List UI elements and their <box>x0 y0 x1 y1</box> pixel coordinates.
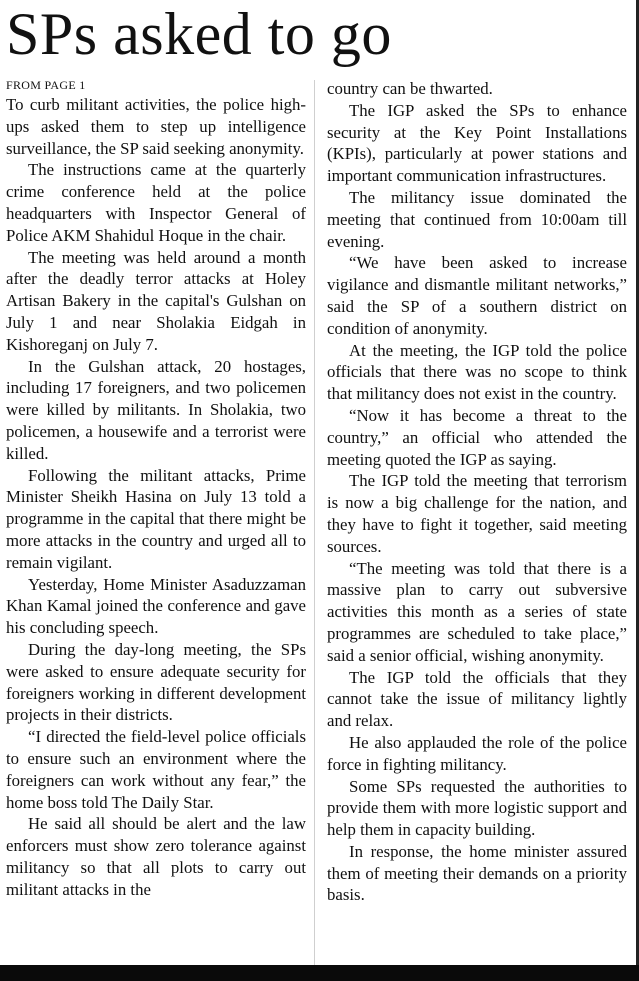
paragraph: “Now it has become a threat to the country,” an official who attended the meeting quoted the IGP as saying. <box>327 405 627 469</box>
paragraph: The IGP told the officials that they cannot take the issue of militancy lightly and relax. <box>327 667 627 731</box>
from-page-label: FROM PAGE 1 <box>6 78 86 92</box>
paragraph: To curb militant activities, the police high-ups asked them to step up intelligence surveillance, the SP said seeking anonymity. <box>6 95 306 158</box>
headline: SPs asked to go <box>6 1 392 67</box>
paragraph: “We have been asked to increase vigilance and dismantle militant networks,” said the SP of a southern district on condition of anonymity. <box>327 253 627 338</box>
paragraph: “The meeting was told that there is a massive plan to carry out subversive activities this month as a series of state programmes are scheduled to take place,” said a senior official, wishing anonymity. <box>327 558 627 665</box>
paragraph: He also applauded the role of the police force in fighting militancy. <box>327 732 627 774</box>
paragraph: Yesterday, Home Minister Asaduzzaman Khan Kamal joined the conference and gave his concluding speech. <box>6 574 306 638</box>
paragraph: The instructions came at the quarterly crime conference held at the police headquarters with Inspector General of Police AKM Shahidul Hoque in the chair. <box>6 160 306 245</box>
paragraph: In response, the home minister assured them of meeting their demands on a priority basis. <box>327 841 627 905</box>
paragraph: The IGP told the meeting that terrorism is now a big challenge for the nation, and they have to fight it together, said meeting sources. <box>327 471 627 556</box>
column-divider <box>314 80 315 965</box>
paragraph: In the Gulshan attack, 20 hostages, including 17 foreigners, and two policemen were killed by militants. In Sholakia, two policemen, a housewife and a terrorist were killed. <box>6 356 306 463</box>
paragraph: Following the militant attacks, Prime Minister Sheikh Hasina on July 13 told a programme in the capital that there might be more attacks in the country and urged all to remain vigilant. <box>6 465 306 572</box>
article-column-left <box>6 78 306 900</box>
paragraph: The IGP asked the SPs to enhance security at the Key Point Installations (KPIs), particularly at power stations and important communication infrastructures. <box>327 100 627 186</box>
paragraph: The meeting was held around a month after the deadly terror attacks at Holey Artisan Bakery in the capital's Gulshan on July 1 and near Sholakia Eidgah in Kishoreganj on July 7. <box>6 247 306 354</box>
paragraph: He said all should be alert and the law enforcers must show zero tolerance against militancy so that all plots to carry out militant attacks in the <box>6 814 306 899</box>
paragraph: During the day-long meeting, the SPs were asked to ensure adequate security for foreigners working in different development projects in their districts. <box>6 639 306 725</box>
paragraph: Some SPs requested the authorities to provide them with more logistic support and help them in capacity building. <box>327 776 627 840</box>
paragraph: “I directed the field-level police officials to ensure such an environment where the foreigners can work without any fear,” the home boss told The Daily Star. <box>6 727 306 812</box>
article-column-right <box>327 78 627 906</box>
paragraph: The militancy issue dominated the meeting that continued from 10:00am till evening. <box>327 187 627 251</box>
paragraph: country can be thwarted. <box>327 79 493 98</box>
scan-bottom-bar <box>0 965 639 981</box>
paragraph: At the meeting, the IGP told the police officials that there was no scope to think that militancy does not exist in the country. <box>327 340 627 404</box>
